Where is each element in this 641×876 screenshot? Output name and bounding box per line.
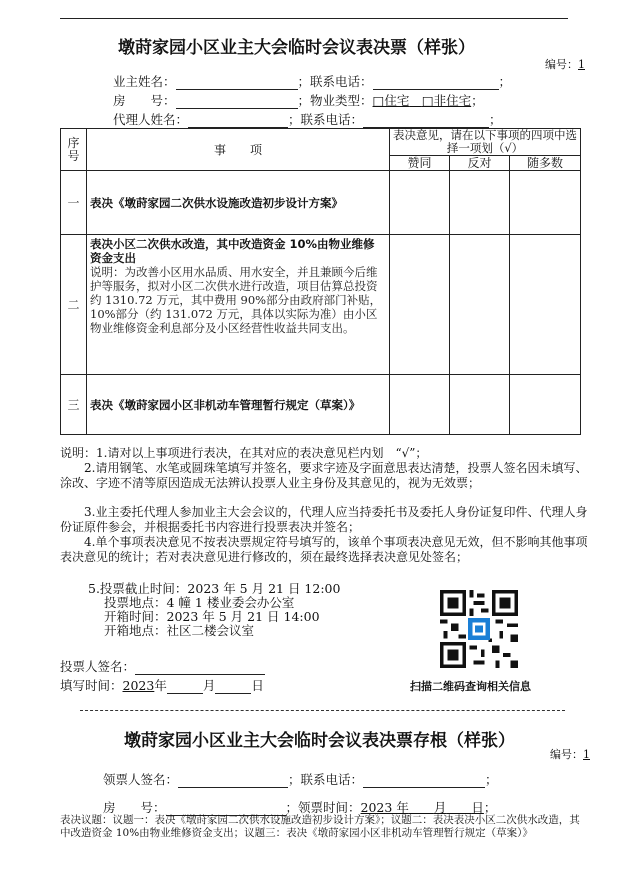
ballot-number-label: 编号： — [545, 58, 578, 71]
follow-majority-cell[interactable] — [510, 375, 581, 435]
receiver-sign-field[interactable] — [178, 775, 288, 788]
fill-time-line — [60, 676, 264, 694]
header-opinion: 表决意见，请在以下事项的四项中选择一项划（√） — [390, 129, 581, 156]
open-location: 开箱地点：社区二楼会议室 — [104, 623, 255, 638]
stub-number-value: 1 — [583, 748, 590, 761]
day-unit: 日 — [251, 678, 264, 693]
oppose-cell[interactable] — [450, 171, 510, 235]
row-title: 表决《墩莳家园二次供水设施改造初步设计方案》 — [90, 195, 343, 210]
agree-cell[interactable] — [390, 375, 450, 435]
proxy-info-line — [113, 110, 502, 128]
follow-majority-cell[interactable] — [510, 171, 581, 235]
stub-room-label: 房 号： — [103, 800, 166, 815]
proxy-phone-field[interactable] — [363, 115, 489, 128]
row-description: 说明：为改善小区用水品质、用水安全，并且兼顾今后维护等服务，拟对小区二次供水进行改造，项目估算总投资约 1310.72 万元，其中费用 90%部分由政府部门补贴，10%部分（约 131.072 万元，具体以实际为准）由小区物业维修资金利息部分及小区经营性收益共同支出。 — [90, 265, 382, 335]
semicolon: ； — [485, 772, 498, 787]
row-item — [87, 171, 390, 235]
owner-info-line — [113, 72, 511, 90]
fill-month-field[interactable] — [167, 681, 203, 694]
open-time: 开箱时间：2023 年 5 月 21 日 14:00 — [104, 609, 320, 624]
agree-cell[interactable] — [390, 235, 450, 375]
proxy-phone-label: ；联系电话： — [288, 112, 364, 127]
table-row — [61, 235, 581, 375]
voter-sign-label: 投票人签名： — [60, 659, 136, 674]
note-5 — [88, 582, 340, 638]
oppose-cell[interactable] — [450, 235, 510, 375]
oppose-cell[interactable] — [450, 375, 510, 435]
phone-label: ；联系电话： — [297, 74, 373, 89]
stub-phone-field[interactable] — [363, 775, 485, 788]
fill-day-field[interactable] — [215, 681, 251, 694]
note-2: 2.请用钢笔、水笔或圆珠笔填写并签名，要求字迹及字面意思表达清楚，投票人签名因未填写、涂改、字迹不清等原因造成无法辨认投票人业主身份及其意见的，视为无效票； — [60, 461, 588, 490]
cut-line — [80, 710, 565, 711]
stub-number — [550, 746, 590, 762]
receive-month[interactable]: 月 — [433, 800, 447, 815]
room-label: 房 号： — [113, 93, 176, 108]
follow-majority-cell[interactable] — [510, 235, 581, 375]
proxy-name-label: 代理人姓名： — [113, 112, 189, 127]
month-unit: 月 — [202, 678, 216, 693]
header-item: 事 项 — [87, 129, 390, 171]
receive-day[interactable]: 日 — [471, 800, 484, 815]
table-row — [61, 375, 581, 435]
receive-time-label: ；领票时间： — [285, 800, 361, 815]
residential-checkbox[interactable]: □住宅 — [372, 93, 410, 108]
header-no: 序号 — [61, 129, 87, 171]
ballot-number-value: 1 — [578, 58, 585, 71]
voter-sign-line — [60, 657, 265, 675]
qr-code-icon[interactable] — [440, 590, 518, 668]
semicolon: ； — [471, 93, 484, 108]
room-info-line — [113, 91, 484, 109]
proxy-name-field[interactable] — [188, 115, 288, 128]
phone-field[interactable] — [373, 77, 499, 90]
row-item — [87, 375, 390, 435]
stub-number-label: 编号： — [550, 748, 583, 761]
fill-year-value[interactable]: 2023 — [122, 678, 155, 693]
row-title: 表决小区二次供水改造，其中改造资金 10%由物业维修资金支出 — [90, 237, 375, 265]
room-field[interactable] — [176, 96, 298, 109]
col-oppose: 反对 — [450, 156, 510, 171]
row-item — [87, 235, 390, 375]
semicolon: ； — [483, 800, 497, 815]
fill-time-label: 填写时间： — [60, 678, 123, 693]
voter-sign-field[interactable] — [135, 662, 265, 675]
stub-phone-label: ；联系电话： — [288, 772, 364, 787]
ballot-title: 墩莳家园小区业主大会临时会议表决票（样张） — [118, 38, 475, 58]
row-number: 一 — [61, 171, 87, 235]
note-1: 说明：1.请对以上事项进行表决，在其对应的表决意见栏内划 “√”； — [60, 446, 428, 460]
row-number: 三 — [61, 375, 87, 435]
semicolon: ； — [498, 74, 512, 89]
row-title: 表决《墩莳家园小区非机动车管理暂行规定（草案）》 — [90, 397, 361, 412]
stub-title: 墩莳家园小区业主大会临时会议表决票存根（样张） — [124, 731, 515, 751]
non-residential-checkbox[interactable]: □非住宅 — [421, 93, 472, 108]
year-unit: 年 — [154, 678, 167, 693]
vote-location: 投票地点：4 幢 1 楼业委会办公室 — [104, 595, 295, 610]
voting-table — [60, 128, 581, 435]
vote-deadline: 5.投票截止时间：2023 年 5 月 21 日 12:00 — [88, 581, 341, 596]
note-3: 3.业主委托代理人参加业主大会会议的，代理人应当持委托书及委托人身份证复印件、代理人身份证原件参会，并根据委托书内容进行投票表决并签名； — [60, 505, 588, 534]
receive-year[interactable]: 2023 年 — [360, 800, 409, 815]
qr-caption: 扫描二维码查询相关信息 — [410, 680, 531, 693]
row-number: 二 — [61, 235, 87, 375]
col-agree: 赞同 — [390, 156, 450, 171]
ballot-number — [545, 56, 585, 72]
semicolon: ； — [489, 112, 502, 127]
stub-topics: 表决议题：议题一：表决《墩莳家园二次供水设施改造初步设计方案》；议题二：表决表决小区二次供水改造，其中改造资金 10%由物业维修资金支出；议题三：表决《墩莳家园小区非机动车管理暂行规定（草案）》 — [60, 814, 580, 839]
owner-name-field[interactable] — [176, 77, 298, 90]
col-follow-majority: 随多数 — [510, 156, 581, 171]
agree-cell[interactable] — [390, 171, 450, 235]
table-row — [61, 171, 581, 235]
note-4: 4.单个事项表决意见不按表决票规定符号填写的，该单个事项表决意见无效，但不影响其他事项表决意见的统计；若对表决意见进行修改的，须在最终选择表决意见处签名； — [60, 535, 588, 564]
top-rule — [60, 18, 568, 19]
stub-receiver-line — [103, 770, 498, 788]
owner-name-label: 业主姓名： — [113, 74, 176, 89]
receiver-sign-label: 领票人签名： — [103, 772, 179, 787]
property-type-label: ；物业类型： — [297, 93, 373, 108]
